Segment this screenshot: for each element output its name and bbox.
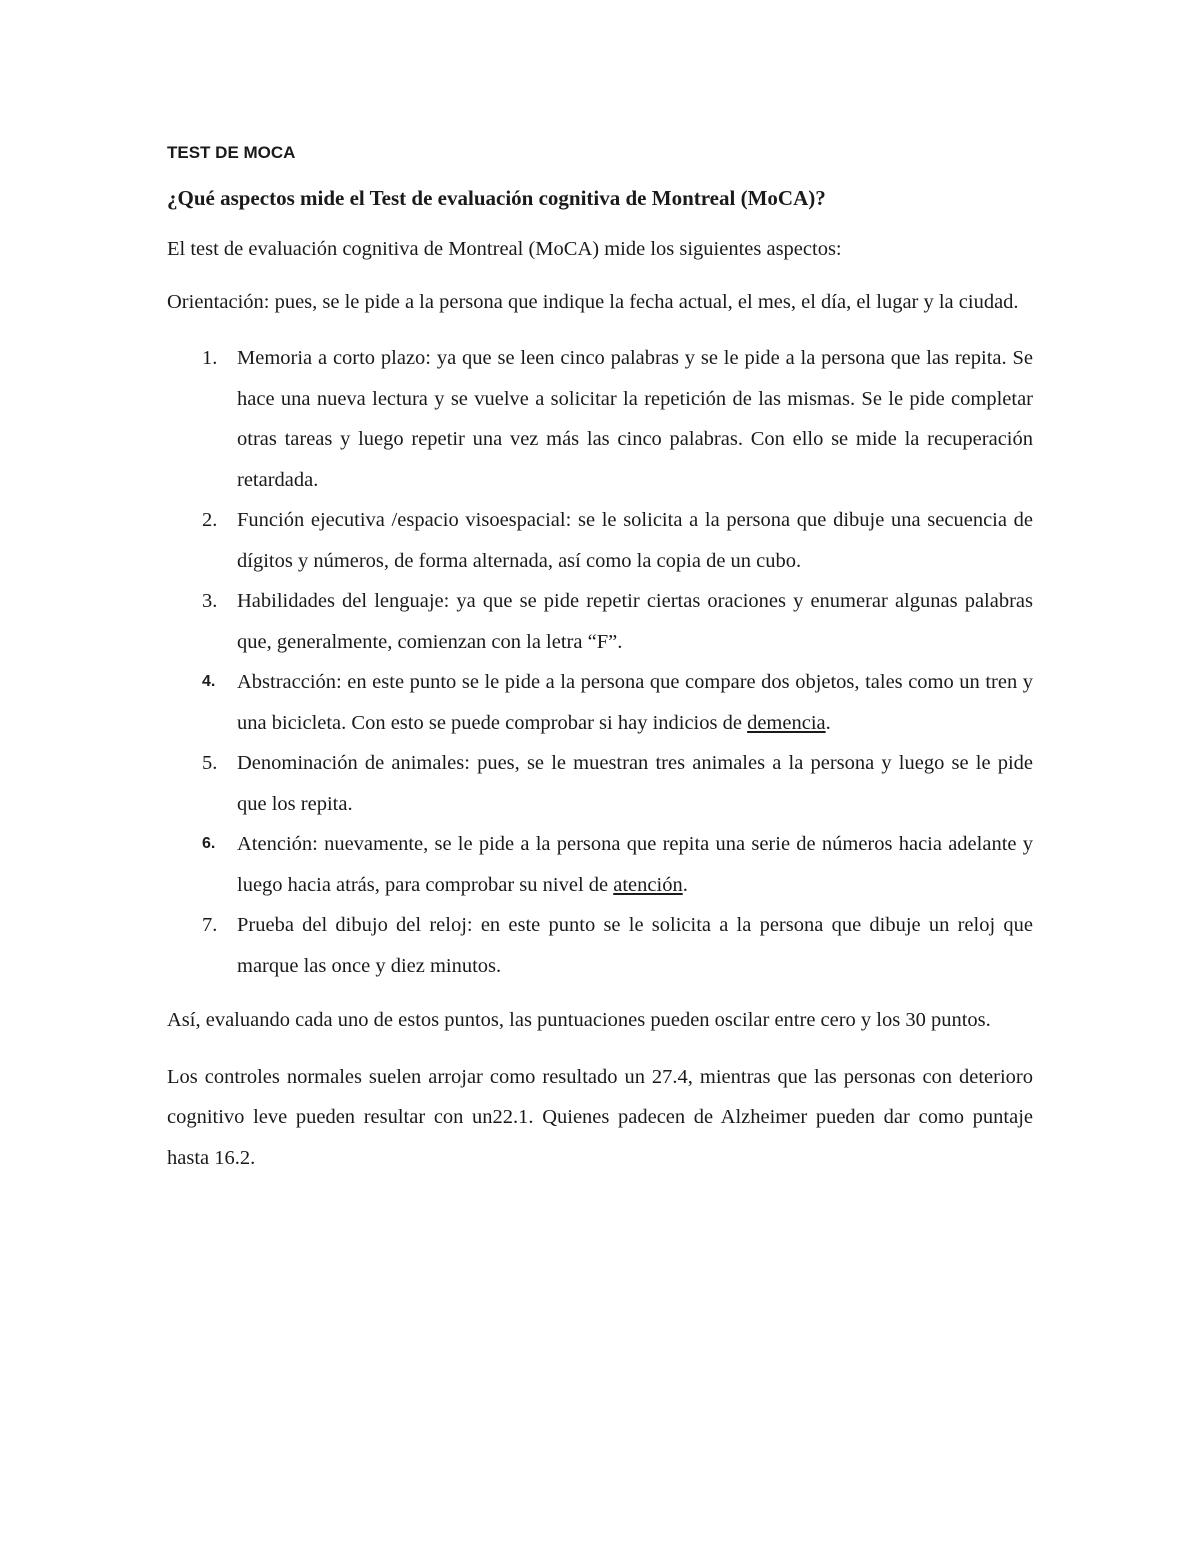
atencion-link[interactable]: atención xyxy=(613,873,683,896)
list-item xyxy=(167,905,1033,986)
list-item xyxy=(167,743,1033,824)
list-item-number: 6. xyxy=(202,835,216,852)
list-item-text: Función ejecutiva /espacio visoespacial: se le solicita a la persona que dibuje una secuencia de dígitos y números, de forma alternada, así como la copia de un cubo. xyxy=(237,509,1033,572)
list-item xyxy=(167,824,1033,905)
list-item xyxy=(167,662,1033,743)
list-item-text: Prueba del dibujo del reloj: en este punto se le solicita a la persona que dibuje un reloj que marque las once y diez minutos. xyxy=(237,914,1033,977)
list-item-text-end: . xyxy=(825,711,831,734)
closing-paragraph-2: Los controles normales suelen arrojar como resultado un 27.4, mientras que las personas con deterioro cognitivo leve pueden resultar con un22.1. Quienes padecen de Alzheimer pueden dar como puntaje hasta 16.2. xyxy=(167,1065,1033,1169)
list-item-text-end: . xyxy=(682,873,688,896)
list-item-text: Atención: nuevamente, se le pide a la persona que repita una serie de números hacia adelante y luego hacia atrás, para comprobar su nivel de xyxy=(237,833,1033,896)
list-item xyxy=(167,581,1033,662)
document-title: TEST DE MOCA xyxy=(167,143,296,162)
intro-paragraph: El test de evaluación cognitiva de Montreal (MoCA) mide los siguientes aspectos: xyxy=(167,238,842,260)
list-item-number: 7. xyxy=(202,914,218,936)
aspects-list xyxy=(167,338,1033,986)
list-item-text: Habilidades del lenguaje: ya que se pide repetir ciertas oraciones y enumerar algunas palabras que, generalmente, comienzan con la letra “F”. xyxy=(237,590,1033,653)
list-item-text: Abstracción: en este punto se le pide a la persona que compare dos objetos, tales como un tren y una bicicleta. Con esto se puede comprobar si hay indicios de xyxy=(237,671,1033,734)
list-item-number: 5. xyxy=(202,752,218,774)
document-heading: ¿Qué aspectos mide el Test de evaluación cognitiva de Montreal (MoCA)? xyxy=(167,186,826,210)
closing-paragraph-1: Así, evaluando cada uno de estos puntos, las puntuaciones pueden oscilar entre cero y los 30 puntos. xyxy=(167,1009,991,1031)
list-item xyxy=(167,500,1033,581)
orientation-paragraph: Orientación: pues, se le pide a la persona que indique la fecha actual, el mes, el día, el lugar y la ciudad. xyxy=(167,290,1019,313)
list-item-number: 4. xyxy=(202,673,216,690)
demencia-link[interactable]: demencia xyxy=(747,711,826,734)
list-item-text: Denominación de animales: pues, se le muestran tres animales a la persona y luego se le pide que los repita. xyxy=(237,752,1033,815)
list-item xyxy=(167,338,1033,500)
list-item-text: Memoria a corto plazo: ya que se leen cinco palabras y se le pide a la persona que las repita. Se hace una nueva lectura y se vuelve a solicitar la repetición de las mismas. Se le pide completar otras tareas y luego repetir una vez más las cinco palabras. Con ello se mide la recuperación retardada. xyxy=(237,347,1033,491)
list-item-number: 3. xyxy=(202,590,218,612)
document-page xyxy=(167,138,1033,1194)
list-item-number: 1. xyxy=(202,347,218,369)
list-item-number: 2. xyxy=(202,509,218,531)
